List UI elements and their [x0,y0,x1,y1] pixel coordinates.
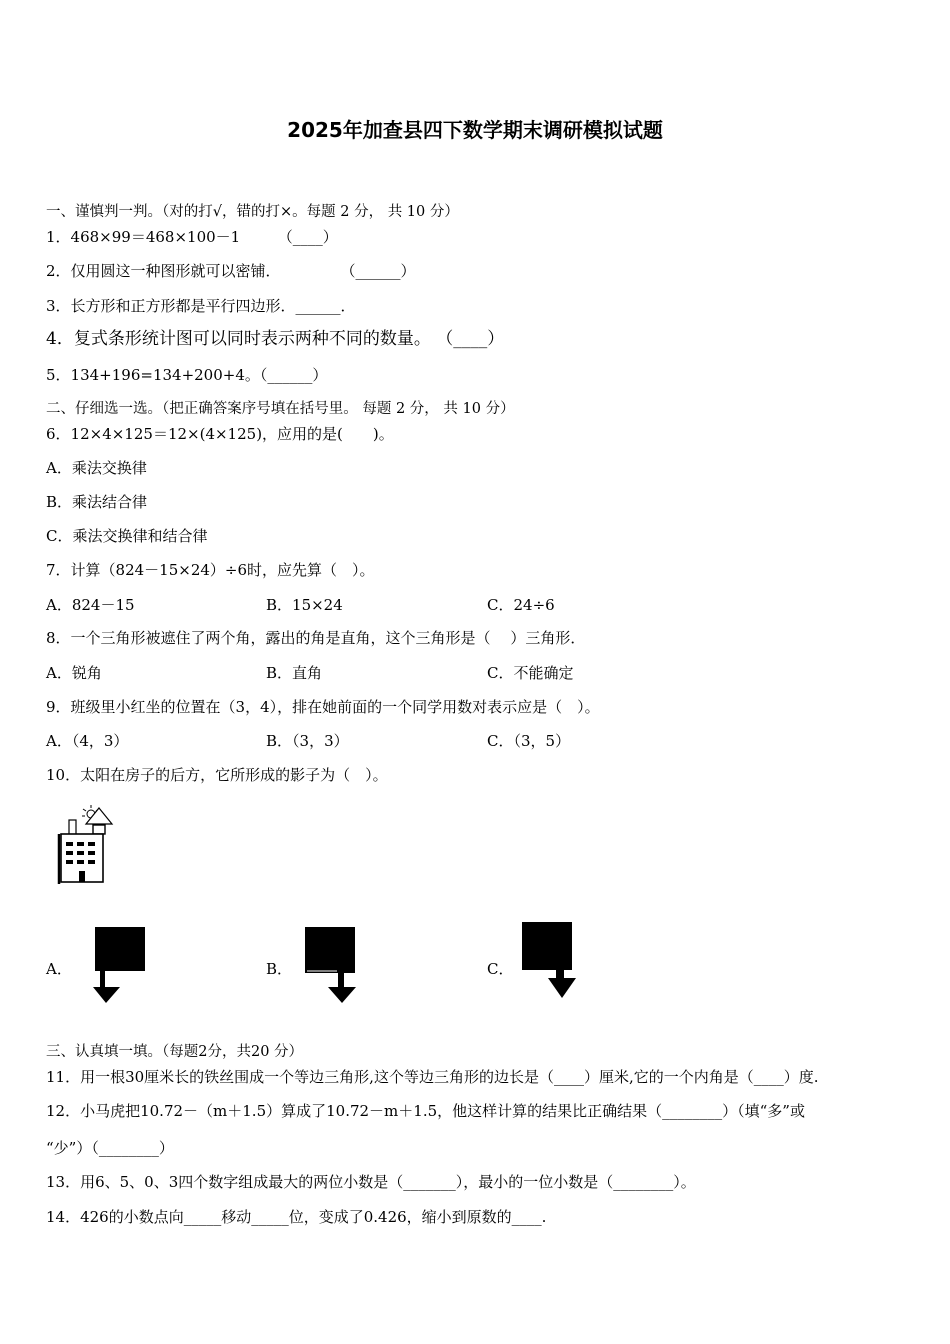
shadow-figure-c [520,922,578,1000]
question-12-line-1: 12．小马虎把10.72－（m＋1.5）算成了10.72－m＋1.5，他这样计算的结果比正确结果（________）（填“多”或 [46,1102,805,1120]
question-10: 10．太阳在房子的后方，它所形成的影子为（ ）。 [46,766,388,784]
question-8-option-c: C．不能确定 [487,664,574,682]
question-1: 1．468×99＝468×100－1 （____） [46,228,338,246]
question-8-option-a: A．锐角 [46,664,102,682]
shadow-figure-a [93,927,147,1005]
question-7-option-b: B．15×24 [266,596,343,614]
question-3: 3．长方形和正方形都是平行四边形．______． [46,297,356,315]
question-7: 7．计算（824－15×24）÷6时，应先算（ ）。 [46,561,375,579]
question-14: 14．426的小数点向_____移动_____位，变成了0.426，缩小到原数的____. [46,1208,547,1226]
question-4: 4．复式条形统计图可以同时表示两种不同的数量。 （____） [46,329,505,349]
question-7-option-a: A．824－15 [46,596,135,614]
section-3-heading: 三、认真填一填。（每题2分，共20 分） [46,1044,304,1060]
question-8: 8．一个三角形被遮住了两个角，露出的角是直角，这个三角形是（ ）三角形． [46,629,586,647]
question-2: 2．仅用圆这一种图形就可以密铺． （______） [46,262,416,280]
question-9-option-c: C．（3，5） [487,732,571,750]
question-5: 5．134+196=134+200+4。（______） [46,366,328,384]
question-11: 11．用一根30厘米长的铁丝围成一个等边三角形,这个等边三角形的边长是（____）厘米,它的一个内角是（____）度. [46,1068,819,1086]
page-title: 2025年加查县四下数学期末调研模拟试题 [287,118,663,142]
question-10-option-c: C． [487,960,514,978]
section-1-heading: 一、谨慎判一判。（对的打√，错的打×。每题 2 分， 共 10 分） [46,204,459,220]
question-9: 9．班级里小红坐的位置在（3，4），排在她前面的一个同学用数对表示应是（ ）。 [46,698,600,716]
question-6-option-c: C．乘法交换律和结合律 [46,527,208,545]
question-6-option-b: B．乘法结合律 [46,493,148,511]
question-9-option-a: A．（4，3） [46,732,129,750]
question-10-option-b: B． [266,960,293,978]
question-8-option-b: B．直角 [266,664,323,682]
house-with-sun-figure [55,804,117,886]
question-10-option-a: A． [46,960,72,978]
section-2-heading: 二、仔细选一选。（把正确答案序号填在括号里。 每题 2 分， 共 10 分） [46,401,515,417]
shadow-figure-b [303,927,361,1005]
question-12-line-2: “少”）（________） [46,1139,174,1157]
question-7-option-c: C．24÷6 [487,596,555,614]
question-9-option-b: B．（3，3） [266,732,349,750]
question-6: 6．12×4×125＝12×(4×125)，应用的是( )。 [46,425,394,443]
question-6-option-a: A．乘法交换律 [46,459,147,477]
question-13: 13．用6、5、0、3四个数字组成最大的两位小数是（_______），最小的一位小数是（________）。 [46,1173,696,1191]
